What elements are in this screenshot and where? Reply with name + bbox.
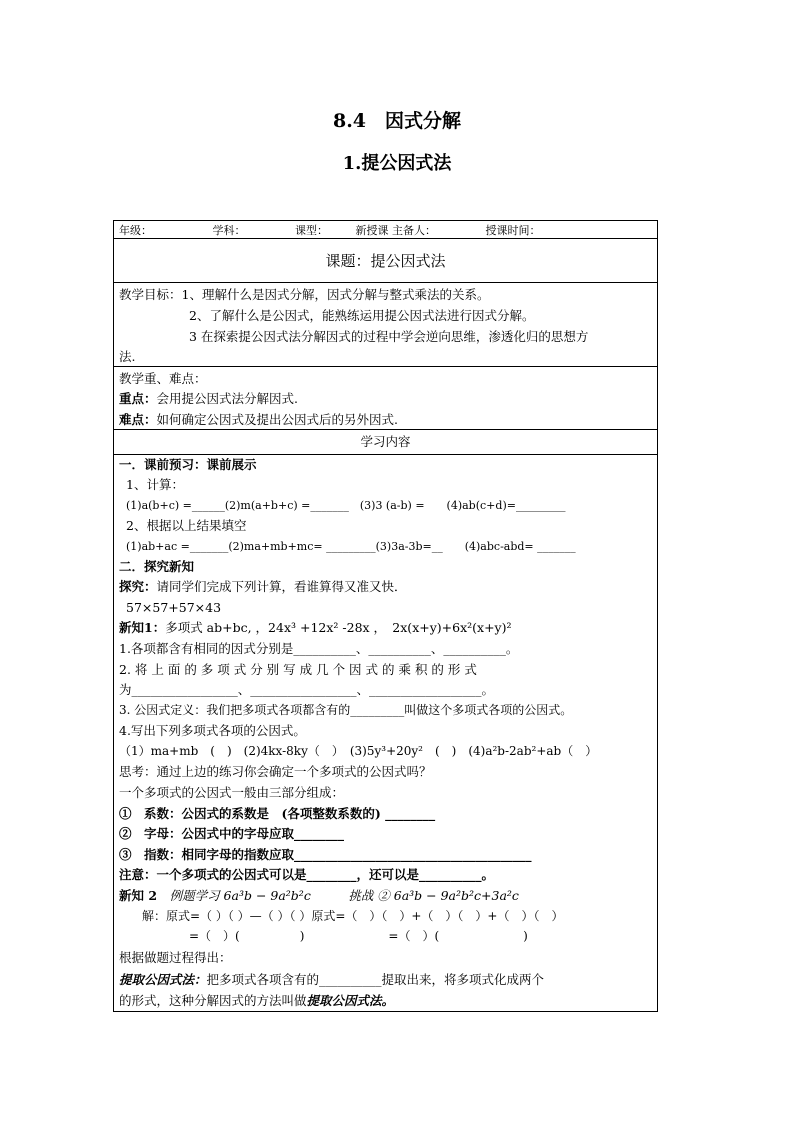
question-1: 1.各项都含有相同的因式分别是__________、__________、__________。	[119, 641, 519, 656]
goal-line: 法.	[119, 349, 136, 364]
question-2: 2. 将 上 面 的 多 项 式 分 别 写 成 几 个 因 式 的 乘 积 的 形 式	[119, 662, 477, 677]
section-header: 学习内容	[360, 434, 411, 449]
question-4-items: （1）ma+mb ( ) (2)4kx-8ky（ ） (3)5y³+20y² ( ) (4)a²b-2ab²+ab（ ）	[119, 744, 598, 758]
think-question: 思考：通过上边的练习你会确定一个多项式的公因式吗？	[119, 764, 432, 779]
part-exponent: ③ 指数：相同字母的指数应取______________________________________	[119, 847, 532, 862]
new-knowledge-2: 新知 2 例题学习 6a³b − 9a²b²c 挑战 ② 6a³b − 9a²b²c+3a²c	[119, 888, 519, 903]
row-divider	[114, 429, 657, 430]
topic-title: 课题：提公因式法	[325, 252, 446, 270]
row-divider	[114, 282, 657, 283]
conclusion-intro: 根据做题过程得出：	[119, 950, 232, 965]
definition-line: 提取公因式法：把多项式各项含有的__________提取出来，将多项式化成两个	[119, 972, 545, 987]
page-title: 8.4 因式分解	[332, 110, 462, 132]
goal-line: 2、了解什么是公因式，能熟练运用提公因式法进行因式分解。	[189, 308, 535, 323]
expression: 57×57+57×43	[126, 600, 222, 615]
key-point: 重点：会用提公因式法分解因式.	[119, 391, 298, 406]
calc-heading: 1、计算：	[126, 477, 184, 492]
question-4: 4.写出下列多项式各项的公因式。	[119, 723, 306, 738]
question-2-cont: 为_________________、_________________、__________________。	[119, 682, 495, 697]
lesson-plan-table	[113, 220, 658, 1012]
goal-line: 教学目标：1、理解什么是因式分解，因式分解与整式乘法的关系。	[119, 287, 490, 302]
fill-items: (1)ab+ac =_______(2)ma+mb+mc= _________(3)3a-3b=__ (4)abc-abd= _______	[126, 540, 576, 553]
note-line: 注意：一个多项式的公因式可以是________，还可以是__________。	[119, 867, 495, 882]
parts-intro: 一个多项式的公因式一般由三部分组成：	[119, 785, 345, 800]
explore-line: 探究：请同学们完成下列计算，看谁算得又准又快．	[119, 579, 407, 594]
key-points-heading: 教学重、难点：	[119, 371, 207, 386]
row-divider	[114, 454, 657, 455]
goal-line: 3 在探索提公因式法分解因式的过程中学会逆向思维，渗透化归的思想方	[189, 329, 589, 344]
part-letter: ② 字母：公因式中的字母应取________	[119, 826, 345, 841]
header-row: 年级： 学科： 课型： 新授课 主备人： 授课时间：	[119, 224, 541, 237]
part-coefficient: ① 系数：公因式的系数是 (各项整数系数的) ________	[119, 806, 436, 821]
definition-line-2: 的形式，这种分解因式的方法叫做提取公因式法。	[119, 993, 395, 1008]
fill-heading: 2、根据以上结果填空	[126, 518, 247, 533]
section-title: 二．探究新知	[119, 559, 195, 574]
question-3: 3. 公因式定义：我们把多项式各项都含有的_________叫做这个多项式各项的公因式。	[119, 703, 573, 717]
page-subtitle: 1.提公因式法	[342, 153, 452, 174]
solution-line-2: =（ ）( ) =（ ）( )	[189, 929, 528, 943]
calc-items: (1)a(b+c) =______(2)m(a+b+c) =_______ (3)3 (a-b) = (4)ab(c+d)=_________	[126, 499, 566, 512]
section-title: 一．课前预习：课前展示	[119, 457, 257, 472]
row-divider	[114, 366, 657, 367]
difficulty-point: 难点：如何确定公因式及提出公因式后的另外因式.	[119, 412, 398, 427]
solution-line-1: 解：原式=（ ）（ ）—（ ）（ ）原式=（ ）（ ）+（ ）（ ）+（ ）（ ）	[142, 909, 564, 923]
new-knowledge-1: 新知1：多项式 ab+bc, ，24x³ +12x² -28x ， 2x(x+y)+6x²(x+y)²	[119, 620, 512, 635]
